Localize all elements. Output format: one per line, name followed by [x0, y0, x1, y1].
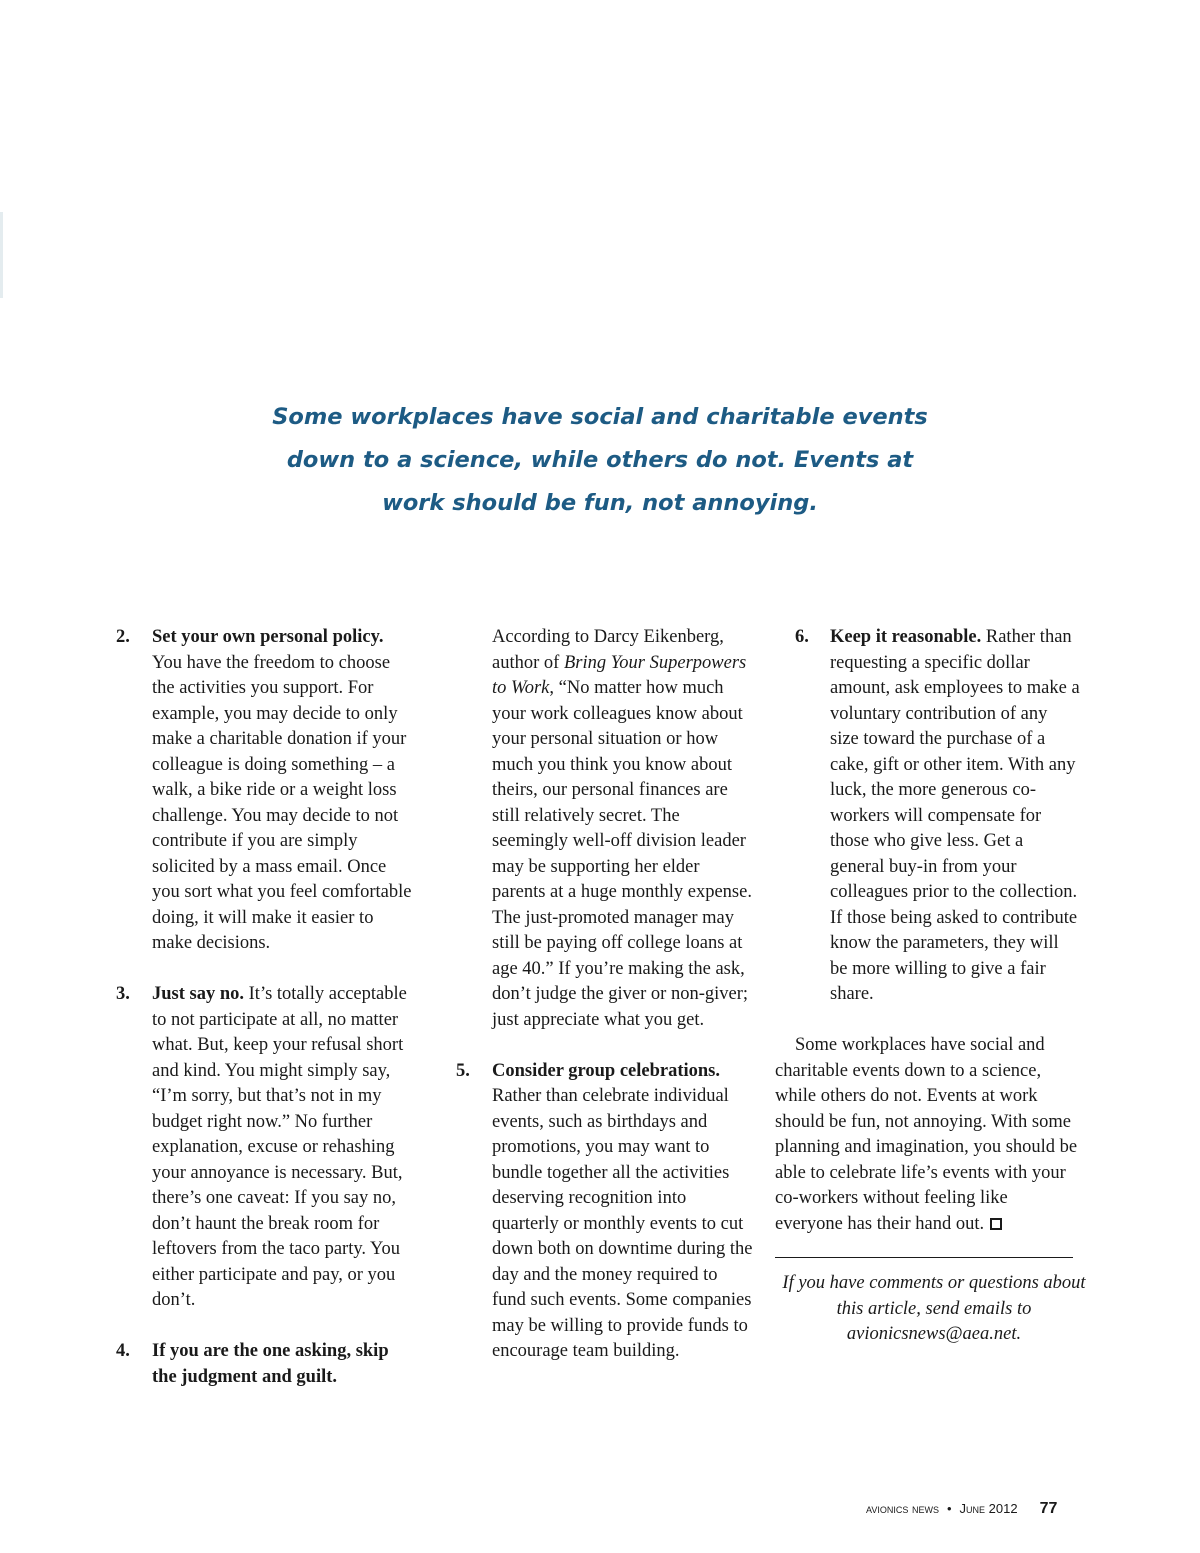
magazine-name: avionics news: [866, 1501, 939, 1516]
list-body: , “No matter how much your work colleagues know about your personal situation or how much you think you know about theirs, our personal finances are still relatively secret. The seemingly well-off division leader may be supporting her elder parents at a huge monthly expense. The just-promoted manager may still be paying off college loans at age 40.” If you’re making the ask, don’t judge the giver or non-giver; just appreciate what you get.: [492, 678, 752, 1030]
page-edge-mark: [0, 212, 3, 298]
list-number: 3.: [116, 984, 130, 1004]
list-heading: Consider group celebrations.: [492, 1060, 721, 1081]
list-heading: Set your own personal policy.: [152, 627, 384, 647]
issue-date: June 2012: [959, 1501, 1018, 1516]
divider: [775, 1257, 1073, 1258]
book-title: Bring Your Superpowers to Work: [492, 652, 747, 698]
list-body: Rather than celebrate individual events, such as birthdays and promotions, you may want to bundle together all the activities deserving recognition into quarterly or monthly events to cut down both on downtime during the day and the money required to fund such events. Some companies may be willing to provide funds to encourage team building.: [492, 1086, 753, 1361]
list-body: It’s totally acceptable to not participate at all, no matter what. But, keep your refusal short and kind. You might simply say, “I’m sorry, but that’s not in my budget right now.” No further explanation, excuse or rehashing your annoyance is necessary. But, there’s one caveat: If you say no, don’t haunt the break room for leftovers from the taco party. You either participate and pay, or you don’t.: [152, 984, 407, 1310]
page-number: 77: [1039, 1500, 1058, 1517]
pull-quote: [250, 396, 950, 525]
article-column-3: [775, 625, 1086, 1348]
list-item-6: [775, 625, 1080, 1008]
closing-text: Some workplaces have social and charitable events down to a science, while others do not. Events at work should be fun, not annoying. With some planning and imagination, you should be able to celebrate life’s events with your co-workers without feeling like everyone has their hand out.: [775, 1035, 1078, 1234]
list-heading: If you are the one asking, skip the judgment and guilt.: [152, 1341, 389, 1387]
list-body: According to Darcy Eikenberg, author of: [492, 627, 724, 673]
end-mark-icon: [990, 1218, 1002, 1230]
pull-quote-line: Some workplaces have social and charitable events: [272, 404, 928, 430]
list-item-3: [116, 982, 412, 1314]
list-item-2: [116, 625, 412, 957]
list-item-4-continued: [456, 625, 756, 1033]
footer-bullet: •: [946, 1501, 952, 1516]
list-item-5: [456, 1059, 756, 1365]
list-heading: Just say no.: [152, 984, 245, 1004]
list-body: You have the freedom to choose the activities you support. For example, you may decide to only make a charitable donation if your colleague is doing something – a walk, a bike ride or a weight loss challenge. You may decide to not contribute if you are simply solicited by a mass email. Once you sort what you feel comfortable doing, it will make it easier to make decisions.: [152, 652, 412, 953]
page-footer: [866, 1500, 1096, 1518]
list-number: 4.: [116, 1341, 130, 1361]
closing-paragraph: [775, 1033, 1080, 1237]
comments-note: If you have comments or questions about this article, send emails to avionicsnews@aea.net.: [782, 1273, 1086, 1344]
list-item-4: [116, 1339, 412, 1390]
list-body: Rather than requesting a specific dollar amount, ask employees to make a voluntary contribution of any size toward the purchase of a cake, gift or other item. With any luck, the more generous co-workers will compensate for those who give less. Get a general buy-in from your colleagues prior to the collection. If those being asked to contribute know the parameters, they will be more willing to give a fair share.: [830, 627, 1080, 1004]
pull-quote-line: down to a science, while others do not. Events at: [286, 447, 914, 473]
list-number: 6.: [795, 627, 809, 647]
list-heading: Keep it reasonable.: [830, 627, 982, 647]
article-column-2: [456, 625, 756, 1390]
article-column-1: [116, 625, 412, 1416]
list-number: 5.: [456, 1060, 470, 1081]
list-number: 2.: [116, 627, 130, 647]
pull-quote-line: work should be fun, not annoying.: [382, 490, 818, 516]
